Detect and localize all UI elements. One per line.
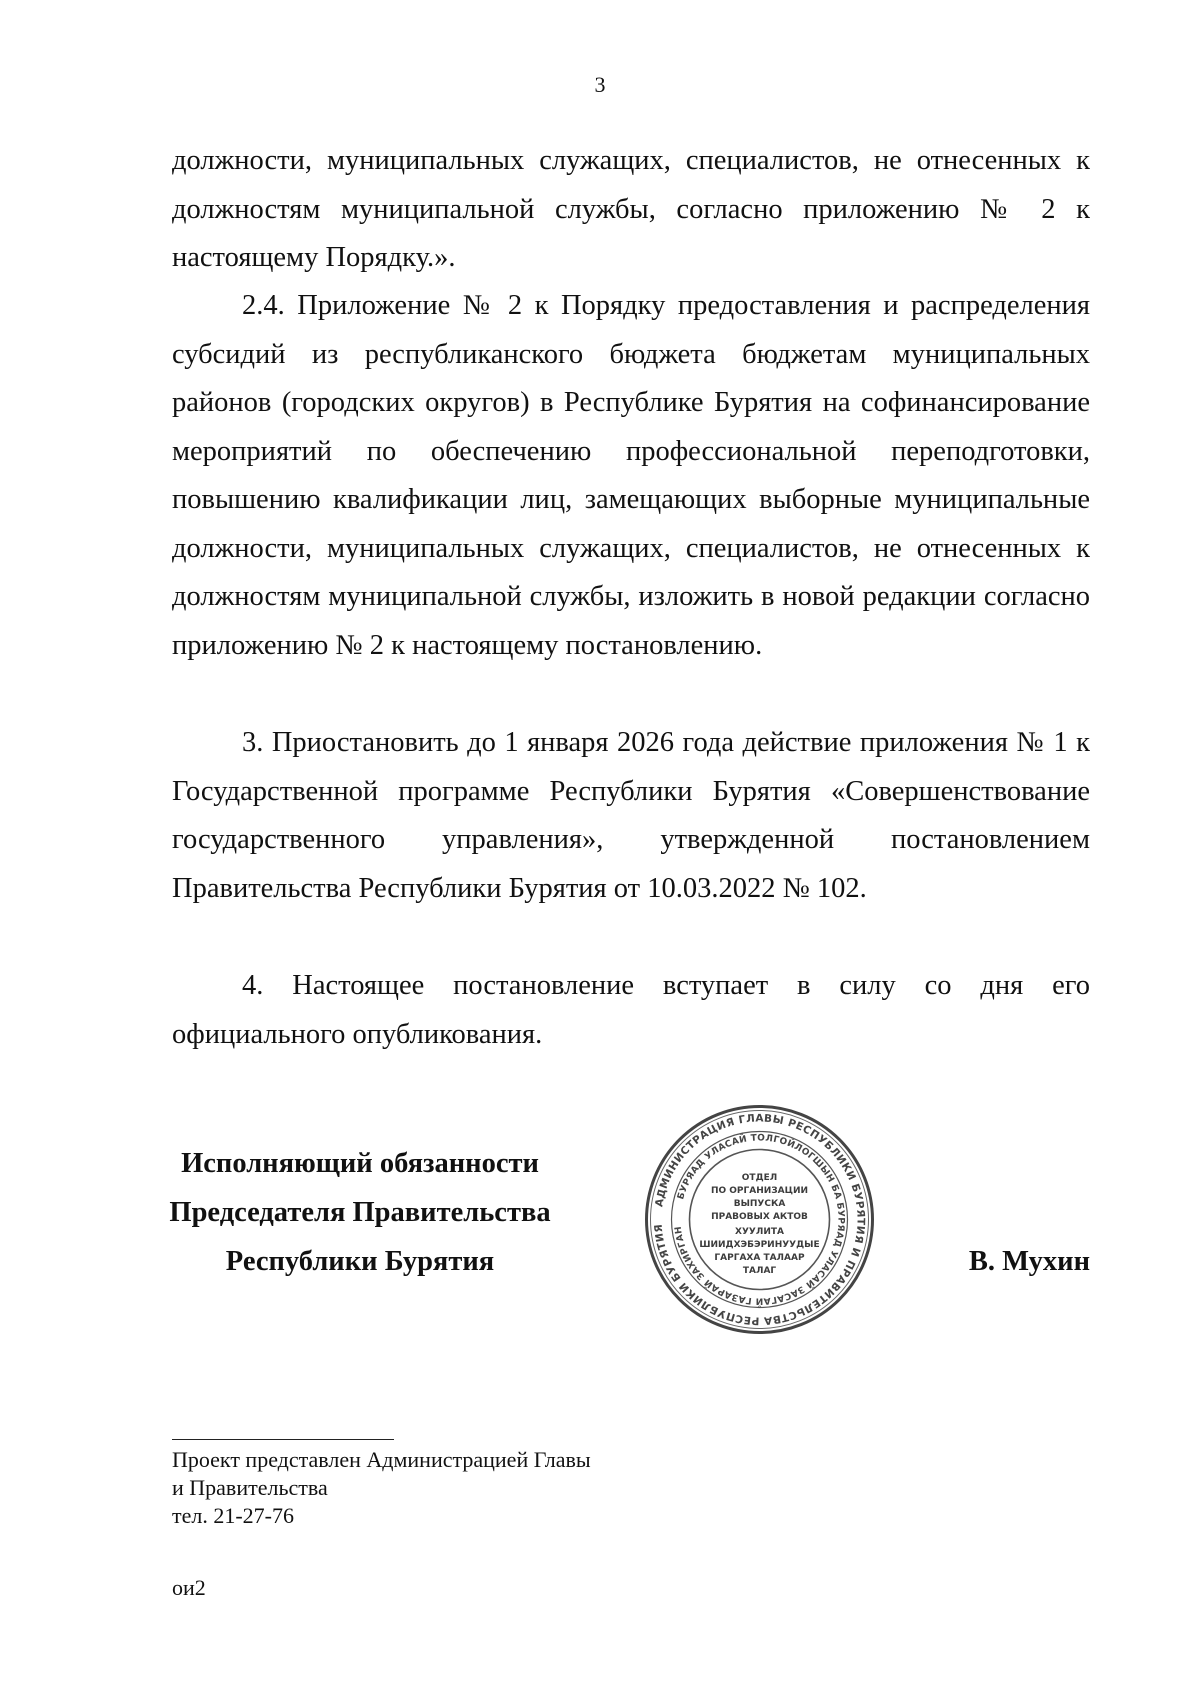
seal-center-line: ТАЛАГ	[742, 1266, 777, 1276]
seal-center-line: ХУУЛИТА	[735, 1227, 784, 1237]
seal-outer-text: АДМИНИСТРАЦИЯ ГЛАВЫ РЕСПУБЛИКИ БУРЯТИЯ И ПРАВИТЕЛЬСТВА РЕСПУБЛИКИ БУРЯТИЯ	[652, 1112, 867, 1327]
paragraph-item-2-4: 2.4. Приложение № 2 к Порядку предоставления и распределения субсидий из республиканского бюджета бюджетам муниципальных районов (городских округов) в Республике Бурятия на софинансирование мероприятий по обеспечению профессиональной переподготовки, повышению квалификации лиц, замещающих выборные муниципальные должности, муниципальных служащих, специалистов, не отнесенных к должностям муниципальной службы, изложить в новой редакции согласно приложению № 2 к настоящему постановлению.	[172, 290, 1090, 661]
seal-center-line: ПО ОРГАНИЗАЦИИ	[710, 1186, 809, 1196]
paragraph-continuation: должности, муниципальных служащих, специалистов, не отнесенных к должностям муниципальной службы, согласно приложению № 2 к настоящему Порядку.».	[172, 145, 1090, 273]
footnote-line-2: и Правительства	[172, 1475, 328, 1500]
document-code: ои2	[172, 1575, 206, 1600]
signature-position-line-1: Исполняющий обязанности	[181, 1148, 539, 1179]
footnote-phone: тел. 21-27-76	[172, 1503, 295, 1528]
footnote-divider	[172, 1439, 394, 1440]
signature-position-line-2: Председателя Правительства	[169, 1197, 551, 1228]
seal-center-line: ВЫПУСКА	[733, 1199, 786, 1209]
seal-center-line: ПРАВОВЫХ АКТОВ	[711, 1212, 808, 1222]
seal-center-line: ОТДЕЛ	[741, 1173, 778, 1183]
seal-center-line: ГАРГАХА ТАЛААР	[714, 1253, 805, 1263]
footnote-line-1: Проект представлен Администрацией Главы	[172, 1447, 591, 1472]
signer-name: В. Мухин	[968, 1246, 1090, 1277]
official-seal	[642, 1102, 877, 1337]
seal-center-line: ШИИДХЭБЭРИНУУДЫЕ	[699, 1240, 820, 1250]
signature-position-line-3: Республики Бурятия	[225, 1246, 495, 1277]
paragraph-item-4: 4. Настоящее постановление вступает в силу со дня его официального опубликования.	[172, 970, 1090, 1050]
seal-inner-text: БУРЯАД УЛАСАЙ ТОЛГОЙЛОГШЫН БА БУРЯАД УЛАСАЙ ЗАСАГАЙ ГАЗАРАЙ ЗАХИРГАН	[673, 1133, 846, 1306]
paragraph-item-3: 3. Приостановить до 1 января 2026 года действие приложения № 1 к Государственной программе Республики Бурятия «Совершенствование государственного управления», утвержденной постановлением Правительства Республики Бурятия от 10.03.2022 № 102.	[172, 727, 1090, 904]
page-number: 3	[594, 72, 606, 97]
